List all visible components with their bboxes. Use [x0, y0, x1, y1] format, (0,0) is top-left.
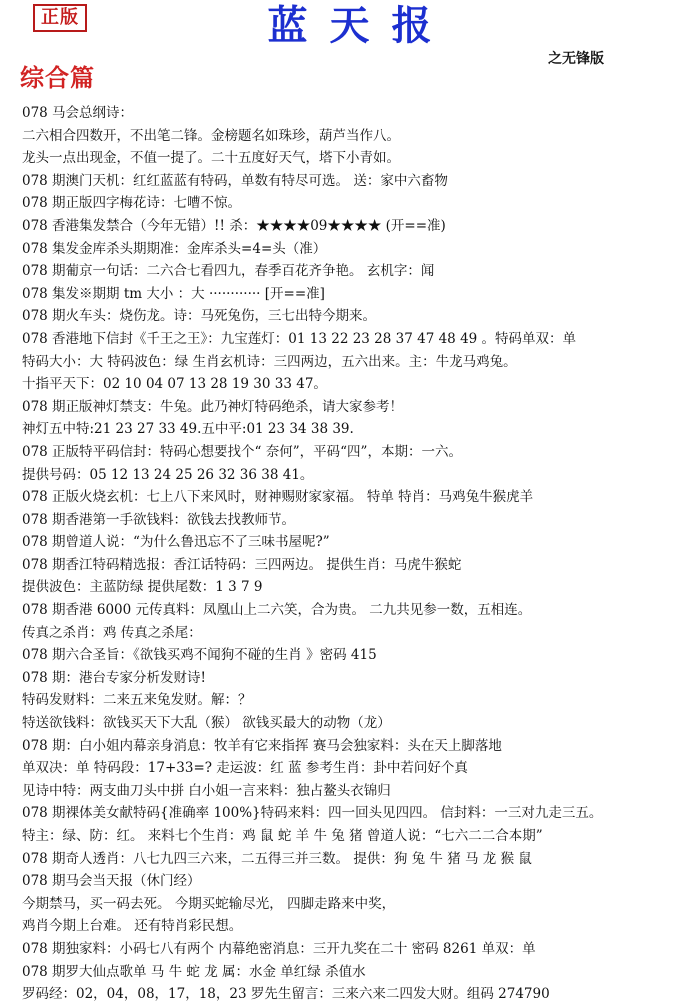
text-line: 提供号码：05 12 13 24 25 26 32 36 38 41。	[22, 466, 314, 483]
text-line: 078 正版特平码信封：特码心想要找个“ 奈何”，平码“四”，本期：一六。	[22, 443, 462, 460]
text-line: 078 期独家料：小码七八有两个 内幕绝密消息：三开九奖在二十 密码 8261 单双：单	[22, 940, 536, 957]
text-line: 078 期正版四字梅花诗：七嘈不惊。	[22, 195, 242, 212]
text-line: 078 期香江特码精选报：香江话特码：三四两边。 提供生肖：马虎牛猴蛇	[22, 556, 462, 573]
text-line: 二六相合四数开，不出笔二锋。金榜题名如珠珍，葫芦当作八。	[22, 127, 400, 144]
text-line: 提供波色：主蓝防绿 提供尾数：1 3 7 9	[22, 579, 263, 596]
text-line: 078 香港集发禁合（今年无错）!! 杀：★★★★09★★★★ (开==准)	[22, 217, 446, 234]
text-line: 078 期曾道人说：“为什么鲁迅忘不了三味书屋呢?”	[22, 534, 330, 551]
text-line: 078 期香港第一手欲钱料：欲钱去找教师节。	[22, 511, 296, 528]
text-line: 龙头一点出现金，不值一提了。二十五度好天气，塔下小青如。	[22, 150, 400, 167]
text-line: 078 期：港台专家分析发财诗!	[22, 669, 206, 686]
text-line: 特送欲钱料：欲钱买天下大乱（猴） 欲钱买最大的动物（龙）	[22, 715, 391, 732]
article-body	[22, 102, 692, 1006]
text-line: 078 期正版神灯禁支：牛兔。此乃神灯特码绝杀，请大家参考！	[22, 398, 404, 415]
text-line: 078 期澳门天机：红红蓝蓝有特码，单数有特尽可选。 送：家中六畜物	[22, 172, 448, 189]
text-line: 见诗中特：两支曲刀头中拼 白小姐一言来料：独占鳌头衣锦归	[22, 782, 391, 799]
text-line: 罗码经：02，04，08，17，18，23 罗先生留言：三来六来二四发大财。组码 274790	[22, 986, 550, 1003]
text-line: 078 马会总纲诗：	[22, 105, 134, 121]
text-line: 特码发财料：二来五来兔发财。解：？	[22, 692, 252, 709]
genuine-badge: 正版	[33, 4, 87, 32]
text-line: 鸡肖今期上台难。 还有特肖彩民想。	[22, 918, 243, 935]
text-line: 特码大小：大 特码波色：绿 生肖玄机诗：三四两边，五六出来。主：牛龙马鸡兔。	[22, 353, 517, 370]
text-line: 078 期：白小姐内幕亲身消息：牧羊有它来指挥 赛马会独家料：头在天上脚落地	[22, 737, 502, 754]
edition-label: 之无锋版	[548, 51, 604, 67]
text-line: 078 期罗大仙点歌单 马 牛 蛇 龙 属：水金 单红绿 杀值水	[22, 963, 366, 980]
text-line: 078 期火车头：烧伤龙。诗：马死兔伤，三七出特今期来。	[22, 308, 377, 325]
text-line: 传真之杀肖：鸡 传真之杀尾：	[22, 624, 202, 641]
text-line: 单双决：单 特码段：17+33=? 走运波：红 蓝 参考生肖：卦中若问好个真	[22, 760, 468, 777]
text-line: 078 香港地下信封《千王之王》：九宝莲灯：01 13 22 23 28 37 47 48 49 。特码单双：单	[22, 330, 577, 347]
text-line: 078 期葡京一句话：二六合七看四九，春季百花齐争艳。 玄机字：闻	[22, 263, 435, 280]
text-line: 078 期香港 6000 元传真料：凤凰山上二六笑，合为贵。 二九共见参一数，五相连。	[22, 602, 532, 619]
page-title: 蓝天报	[267, 2, 454, 49]
text-line: 078 期裸体美女献特码{准确率 100%}特码来料：四一回头见四四。 信封料：一三对九走三五。	[22, 805, 603, 822]
text-line: 078 集发※期期 tm 大小 ：大 ············ [开==准]	[22, 285, 325, 302]
text-line: 078 期马会当天报（休门经）	[22, 873, 201, 890]
text-line: 078 期六合圣旨：《欲钱买鸡不闻狗不碰的生肖 》密码 415	[22, 647, 377, 664]
text-line: 特主：绿、防：红。 来料七个生肖：鸡 鼠 蛇 羊 牛 兔 猪 曾道人说：“七六二二合本期”	[22, 828, 543, 844]
text-line: 神灯五中特:21 23 27 33 49.五中平:01 23 34 38 39.	[22, 421, 354, 438]
text-line: 今期禁马，买一码去死。 今期买蛇输尽光， 四脚走路来中奖，	[22, 895, 396, 912]
text-line: 078 集发金库杀头期期准：金库杀头=4=头（准）	[22, 240, 327, 257]
text-line: 078 期奇人透肖：八七九四三六来，二五得三并三数。 提供：狗 兔 牛 猪 马 龙 猴 鼠	[22, 850, 532, 867]
section-heading: 综合篇	[20, 63, 95, 92]
text-line: 078 正版火烧玄机：七上八下来风时，财神赐财家家福。 特单 特肖：马鸡兔牛猴虎羊	[22, 489, 534, 506]
text-line: 十指平天下：02 10 04 07 13 28 19 30 33 47。	[22, 376, 327, 393]
